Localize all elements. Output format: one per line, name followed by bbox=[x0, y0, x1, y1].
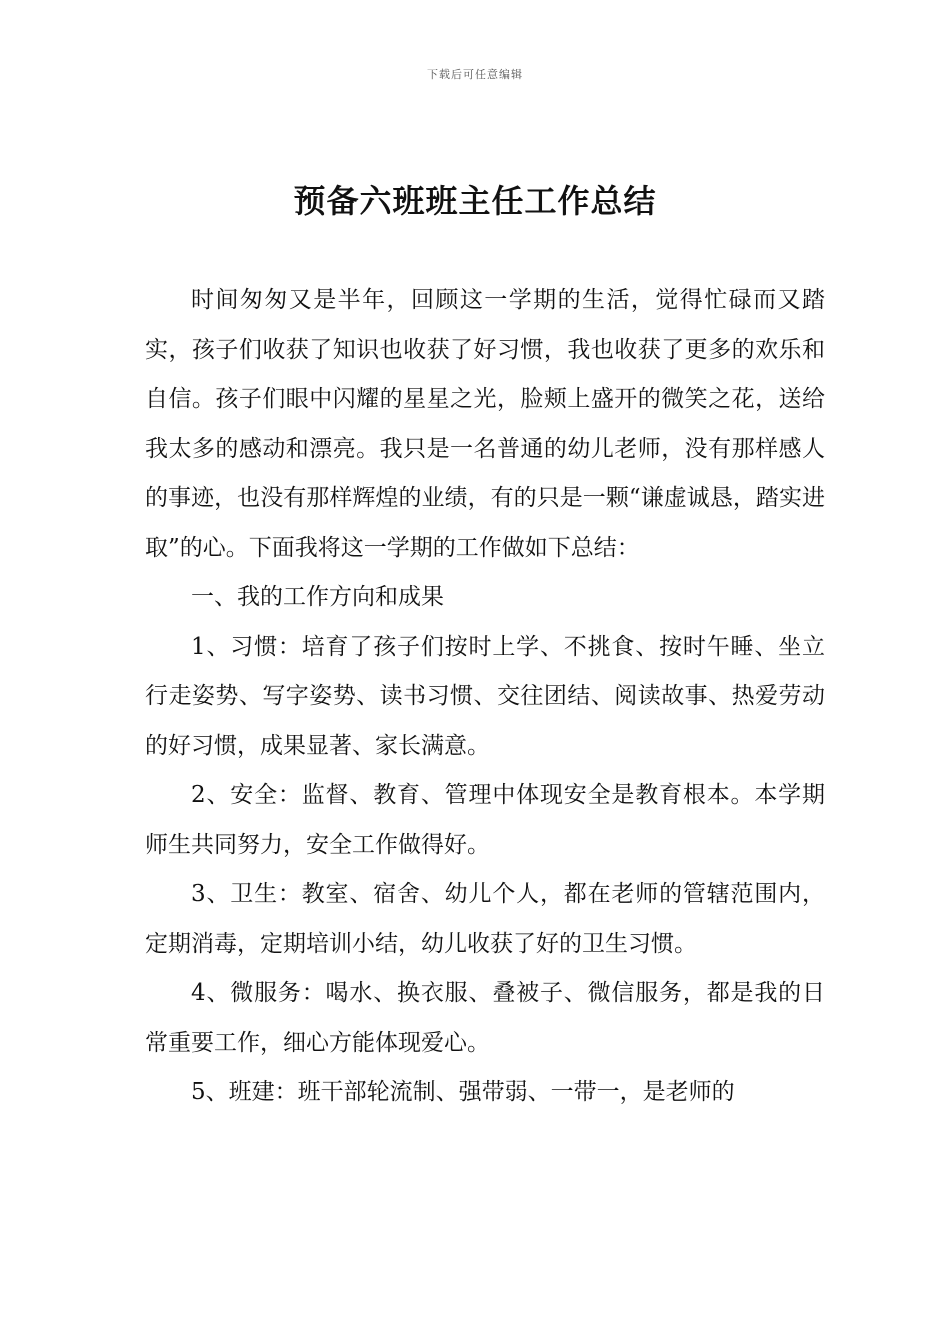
paragraph-intro: 时间匆匆又是半年，回顾这一学期的生活，觉得忙碌而又踏实，孩子们收获了知识也收获了好习惯，我也收获了更多的欢乐和自信。孩子们眼中闪耀的星星之光，脸颊上盛开的微笑之花，送给我太多的感动和漂亮。我只是一名普通的幼儿老师，没有那样感人的事迹，也没有那样辉煌的业绩，有的只是一颗“谦虚诚恳，踏实进取”的心。下面我将这一学期的工作做如下总结： bbox=[145, 287, 825, 561]
paragraph-micro-service: 4、微服务：喝水、换衣服、叠被子、微信服务，都是我的日常重要工作，细心方能体现爱心。 bbox=[145, 980, 825, 1056]
document-title: 预备六班班主任工作总结 bbox=[293, 182, 657, 220]
paragraph-safety: 2、安全：监督、教育、管理中体现安全是教育根本。本学期师生共同努力，安全工作做得好。 bbox=[145, 782, 825, 858]
document-body bbox=[145, 276, 825, 1118]
paragraph-class-building: 5、班建：班干部轮流制、强带弱、一带一，是老师的 bbox=[191, 1079, 735, 1105]
paragraph-habits: 1、习惯：培育了孩子们按时上学、不挑食、按时午睡、坐立行走姿势、写字姿势、读书习惯、交往团结、阅读故事、热爱劳动的好习惯，成果显著、家长满意。 bbox=[145, 633, 825, 759]
paragraph-hygiene: 3、卫生：教室、宿舍、幼儿个人，都在老师的管辖范围内，定期消毒，定期培训小结，幼儿收获了好的卫生习惯。 bbox=[145, 881, 825, 957]
header-note: 下载后可任意编辑 bbox=[427, 68, 523, 81]
paragraph-section-heading: 一、我的工作方向和成果 bbox=[191, 584, 444, 610]
